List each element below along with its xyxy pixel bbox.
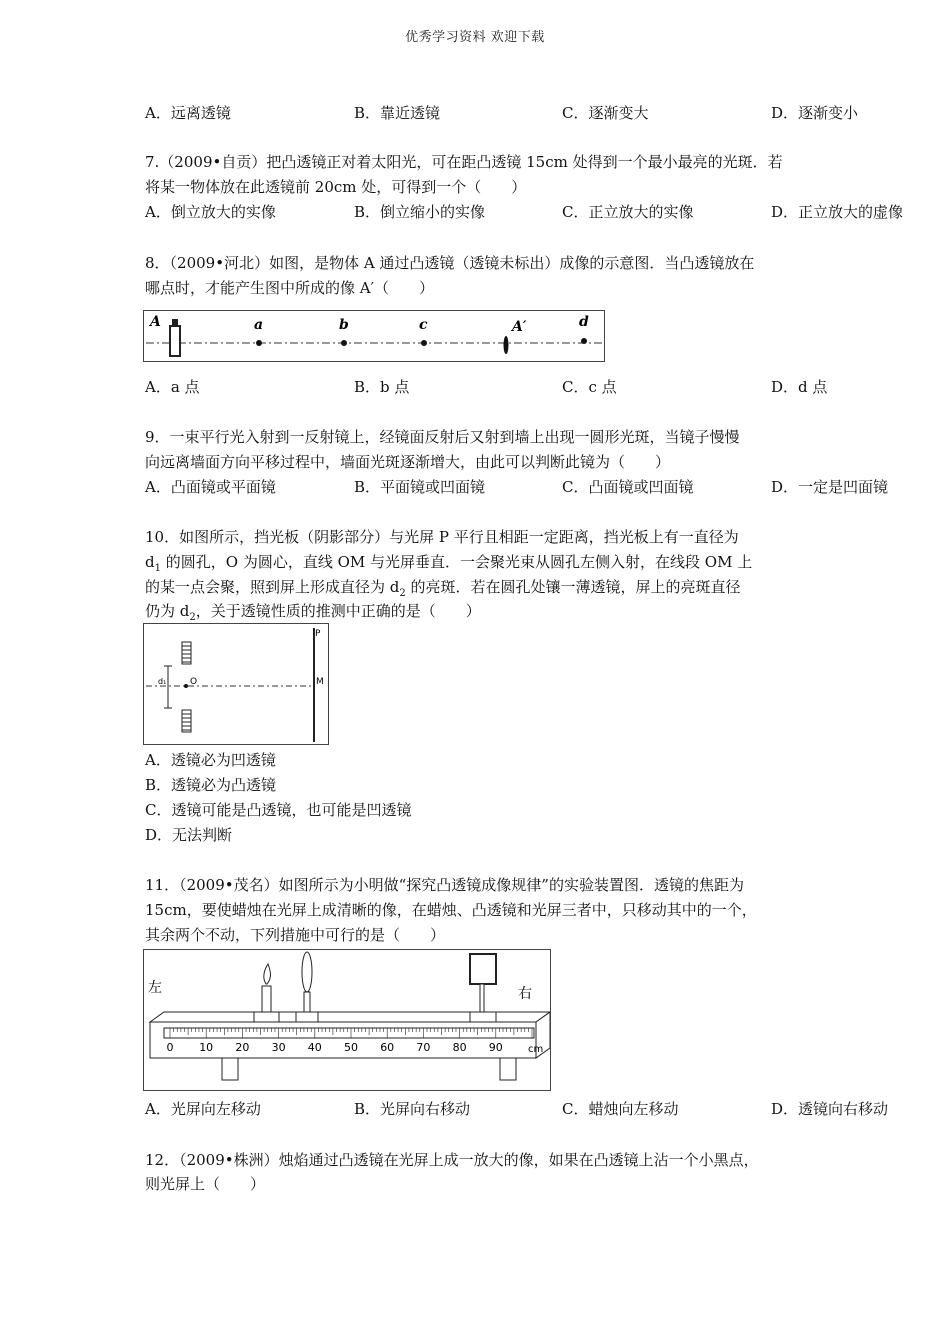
q11-option-c[interactable]: C．蜡烛向左移动 (562, 1100, 679, 1118)
label-o: O (190, 677, 198, 687)
point-c (421, 340, 427, 346)
q11-stem-line2: 15cm，要使蜡烛在光屏上成清晰的像，在蜡烛、凸透镜和光屏三者中，只移动其中的一个， (145, 901, 757, 919)
page-header: 优秀学习资料 欢迎下载 (405, 30, 545, 45)
bench-leg-left (222, 1058, 238, 1080)
q9-option-b[interactable]: B．平面镜或凹面镜 (354, 478, 486, 496)
q8-option-d[interactable]: D．d 点 (771, 378, 828, 396)
object-a-body (170, 326, 180, 356)
q9-option-d[interactable]: D．一定是凹面镜 (771, 478, 889, 496)
lens-holder (296, 1012, 318, 1022)
label-m: M (316, 677, 324, 687)
convex-lens (302, 952, 312, 992)
q8-option-c[interactable]: C．c 点 (562, 378, 617, 396)
object-a-top (172, 319, 178, 327)
q9-stem-line1: 9．一束平行光入射到一反射镜上，经镜面反射后又射到墙上出现一圆形光斑，当镜子慢慢 (145, 428, 740, 446)
image-a-prime (504, 336, 509, 354)
q11-figure (143, 949, 551, 1091)
q12-stem-line2: 则光屏上（ ） (145, 1175, 266, 1193)
q9-option-a[interactable]: A．凸面镜或平面镜 (145, 478, 276, 496)
q8-option-a[interactable]: A．a 点 (145, 378, 200, 396)
ruler-tick-label: 30 (271, 1041, 286, 1054)
q8-diagram (144, 311, 604, 361)
q7-option-b[interactable]: B．倒立缩小的实像 (354, 203, 486, 221)
q7-option-d[interactable]: D．正立放大的虚像 (771, 203, 904, 221)
q6-option-d[interactable]: D．逐渐变小 (771, 104, 859, 122)
q9-option-c[interactable]: C．凸面镜或凹面镜 (562, 478, 694, 496)
shield-lower (182, 710, 191, 732)
label-right: 右 (518, 986, 532, 1002)
q6-option-a[interactable]: A．远离透镜 (145, 104, 231, 122)
ruler-tick-label: 10 (199, 1041, 214, 1054)
q8-option-b[interactable]: B．b 点 (354, 378, 410, 396)
candle-flame (264, 964, 271, 984)
point-b (341, 340, 347, 346)
ruler-tick-label: 90 (488, 1041, 503, 1054)
label-object-a: A (150, 314, 161, 330)
ruler-tick-label: 0 (166, 1041, 174, 1054)
q10-line3-start: 的某一点会聚，照到屏上形成直径为 d (145, 578, 400, 596)
q10-line2-start: d (145, 553, 155, 571)
q7-stem-line1: 7.（2009•自贡）把凸透镜正对着太阳光，可在距凸透镜 15cm 处得到一个最小最亮的光斑．若 (145, 153, 783, 171)
q11-option-a[interactable]: A．光屏向左移动 (145, 1100, 261, 1118)
q10-line4-subscript: 2 (189, 612, 196, 623)
q6-option-c[interactable]: C．逐渐变大 (562, 104, 649, 122)
q10-line4-start: 仍为 d (145, 602, 190, 620)
ruler-tick-label: 40 (307, 1041, 322, 1054)
q8-figure (143, 310, 605, 362)
point-d (581, 338, 587, 344)
q11-option-b[interactable]: B．光屏向右移动 (354, 1100, 471, 1118)
ruler-unit: cm (528, 1044, 544, 1055)
q10-option-a[interactable]: A．透镜必为凹透镜 (145, 751, 276, 769)
q11-option-d[interactable]: D．透镜向右移动 (771, 1100, 889, 1118)
point-a (256, 340, 262, 346)
q7-stem-line2: 将某一物体放在此透镜前 20cm 处，可得到一个（ ） (145, 178, 527, 196)
candle-holder (254, 1012, 279, 1022)
label-d: d (579, 314, 589, 330)
light-screen (470, 954, 496, 984)
label-left: 左 (148, 980, 162, 996)
label-a-prime: A′ (512, 319, 527, 335)
q10-option-d[interactable]: D．无法判断 (145, 826, 233, 844)
q10-figure (143, 623, 329, 745)
label-p: P (315, 629, 321, 639)
optical-bench-diagram (144, 950, 550, 1090)
ruler-strip (164, 1028, 534, 1038)
q11-stem-line1: 11．（2009•茂名）如图所示为小明做“探究凸透镜成像规律”的实验装置图．透镜的焦距为 (145, 876, 744, 894)
q10-line4-end: ，关于透镜性质的推测中正确的是（ ） (195, 602, 481, 620)
q10-option-c[interactable]: C．透镜可能是凸透镜，也可能是凹透镜 (145, 801, 412, 819)
lens-stand (304, 992, 310, 1014)
q10-diagram (144, 624, 328, 744)
q9-stem-line2: 向远离墙面方向平移过程中，墙面光斑逐渐增大，由此可以判断此镜为（ ） (145, 453, 671, 471)
q10-line2-end: 的圆孔，O 为圆心，直线 OM 与光屏垂直．一会聚光束从圆孔左侧入射，在线段 OM 上 (160, 553, 753, 571)
ruler-tick-label: 70 (416, 1041, 431, 1054)
q12-stem-line1: 12．（2009•株洲）烛焰通过凸透镜在光屏上成一放大的像，如果在凸透镜上沾一个小黑点， (145, 1151, 759, 1169)
screen-stand (480, 984, 484, 1014)
q10-stem-line1: 10．如图所示，挡光板（阴影部分）与光屏 P 平行且相距一定距离，挡光板上有一直径为 (145, 528, 739, 546)
q7-option-a[interactable]: A．倒立放大的实像 (145, 203, 276, 221)
ruler-tick-label: 50 (344, 1041, 358, 1054)
center-o (184, 684, 188, 688)
label-d1: d₁ (158, 677, 167, 686)
screen-holder (470, 1012, 496, 1022)
q10-line3-end: 的亮斑．若在圆孔处镶一薄透镜，屏上的亮斑直径 (405, 578, 741, 596)
bench-leg-right (500, 1058, 516, 1080)
q10-line3-subscript: 2 (399, 588, 406, 599)
ruler-tick-label: 60 (380, 1041, 395, 1054)
ruler-tick-label: 20 (235, 1041, 250, 1054)
ruler-tick-label: 80 (452, 1041, 467, 1054)
label-b: b (339, 317, 349, 333)
q10-stem-line3 (145, 577, 741, 604)
q6-option-b[interactable]: B．靠近透镜 (354, 104, 441, 122)
q11-stem-line3: 其余两个不动，下列措施中可行的是（ ） (145, 926, 446, 944)
q10-line2-subscript: 1 (154, 563, 161, 574)
label-c: c (419, 317, 428, 333)
q8-stem-line2: 哪点时，才能产生图中所成的像 A′（ ） (145, 279, 435, 297)
label-a: a (254, 317, 264, 333)
q10-stem-line2 (145, 552, 752, 579)
q7-option-c[interactable]: C．正立放大的实像 (562, 203, 694, 221)
q10-option-b[interactable]: B．透镜必为凸透镜 (145, 776, 277, 794)
shield-upper (182, 642, 191, 664)
q8-stem-line1: 8．（2009•河北）如图，是物体 A 通过凸透镜（透镜未标出）成像的示意图．当凸透镜放在 (145, 254, 755, 272)
